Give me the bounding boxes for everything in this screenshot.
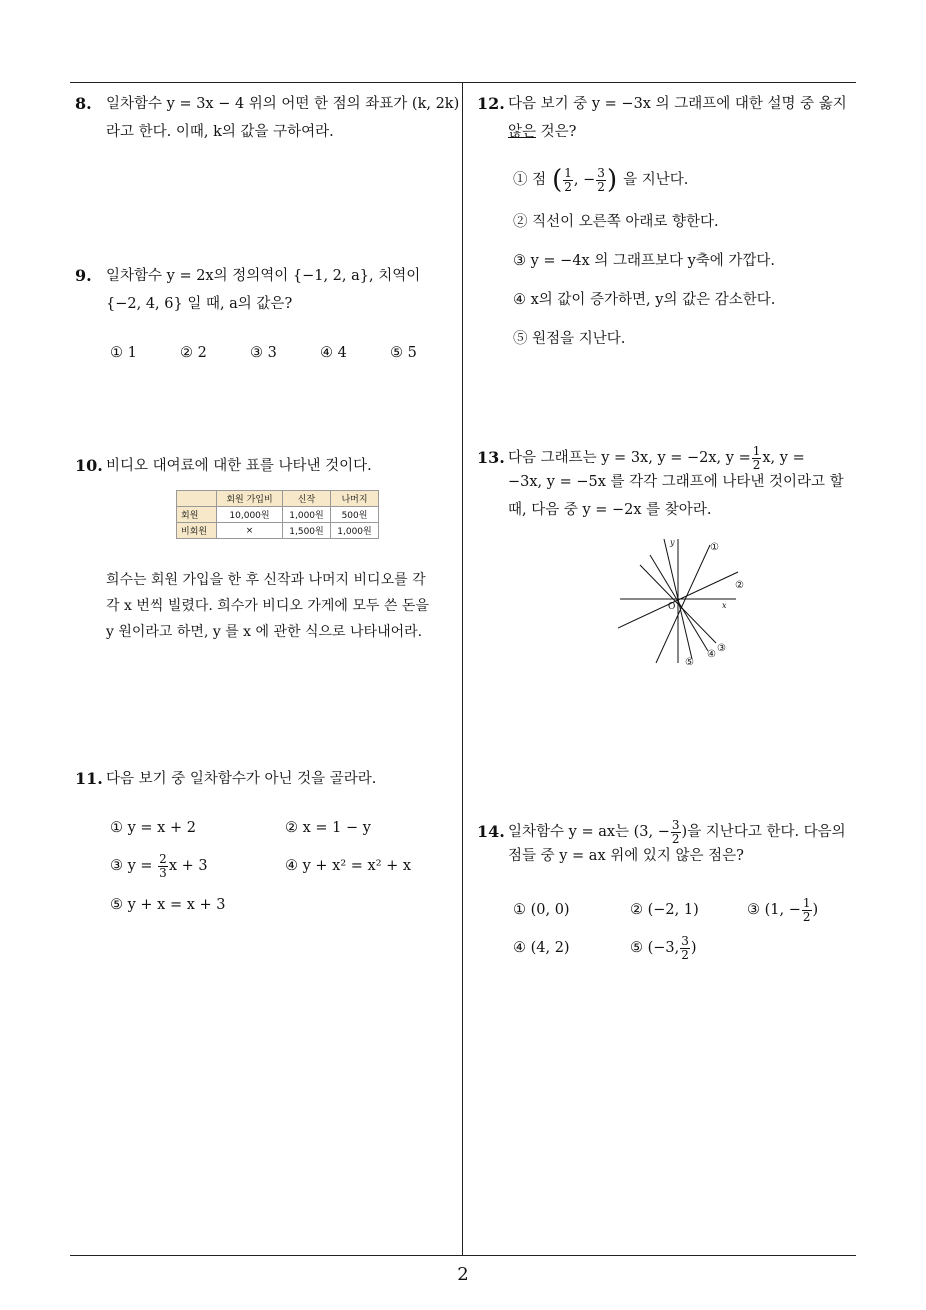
table-row xyxy=(177,507,379,523)
question-number: 13. xyxy=(477,448,505,467)
choice-row xyxy=(110,895,225,915)
fraction xyxy=(596,167,606,194)
choice-1[interactable] xyxy=(513,160,688,200)
question-9 xyxy=(75,262,460,318)
numerator: 1 xyxy=(564,165,572,180)
question-number: 12. xyxy=(477,94,505,113)
origin-label: O xyxy=(668,602,676,612)
choice-5[interactable] xyxy=(630,930,697,966)
numerator: 1 xyxy=(802,895,811,910)
table-header-cell xyxy=(177,491,217,507)
table-cell: 회원 xyxy=(177,507,217,523)
question-11 xyxy=(75,765,460,793)
choice-row xyxy=(513,892,818,928)
question-text-line: −3x, y = −5x 를 각각 그래프에 나타낸 것이라고 할 xyxy=(508,474,844,490)
choice-row xyxy=(110,848,411,884)
graph-line-1 xyxy=(656,545,710,663)
y-axis-label: y xyxy=(670,538,675,547)
graph-label-3: ③ xyxy=(717,643,726,654)
question-text: x, y = xyxy=(762,450,805,466)
choice-text: ③ y = xyxy=(110,858,153,874)
question-text: )을 지난다고 한다. 다음의 xyxy=(681,824,846,840)
choice-4[interactable]: ④ (4, 2) xyxy=(513,940,570,956)
question-10-paragraph xyxy=(106,567,461,645)
question-number: 10. xyxy=(75,456,103,475)
graph-label-4: ④ xyxy=(707,649,716,660)
table-cell: 1,500원 xyxy=(283,523,331,539)
question-number: 9. xyxy=(75,266,92,285)
table-row xyxy=(177,523,379,539)
denominator: 2 xyxy=(564,179,572,194)
page-number: 2 xyxy=(457,1264,469,1285)
x-axis-label: x xyxy=(722,601,727,610)
question-text-line: 때, 다음 중 y = −2x 를 찾아라. xyxy=(508,502,712,518)
denominator: 3 xyxy=(159,865,167,880)
paragraph-line: 희수는 회원 가입을 한 후 신작과 나머지 비디오를 각 xyxy=(106,572,426,588)
question-text-line: 다음 보기 중 일차함수가 아닌 것을 골라라. xyxy=(106,771,377,787)
question-text-line: 다음 보기 중 y = −3x 의 그래프에 대한 설명 중 옳지 xyxy=(508,96,847,112)
choice-text: ③ (1, − xyxy=(747,902,801,918)
fraction xyxy=(680,935,690,962)
question-number: 14. xyxy=(477,822,505,841)
numerator: 1 xyxy=(752,443,761,458)
choice-1[interactable]: ① y = x + 2 xyxy=(110,820,196,836)
table-cell: 1,000원 xyxy=(283,507,331,523)
table-cell: × xyxy=(217,523,283,539)
table-header-cell: 회원 가입비 xyxy=(217,491,283,507)
table-cell: 500원 xyxy=(331,507,379,523)
choice-5[interactable]: ⑤ 5 xyxy=(390,345,417,361)
question-text-line: 비디오 대여료에 대한 표를 나타낸 것이다. xyxy=(106,458,372,474)
question-text: 일차함수 y = ax는 (3, − xyxy=(508,824,670,840)
table-cell: 1,000원 xyxy=(331,523,379,539)
choice-text: ⑤ (−3, xyxy=(630,940,680,956)
question-12 xyxy=(477,90,862,146)
question-number: 8. xyxy=(75,94,92,113)
denominator: 2 xyxy=(671,831,680,846)
choice-3[interactable] xyxy=(747,892,818,928)
fraction xyxy=(158,853,168,880)
choice-4[interactable]: ④ x의 값이 증가하면, y의 값은 감소한다. xyxy=(513,292,776,308)
choice-5[interactable]: ⑤ y + x = x + 3 xyxy=(110,897,226,913)
choice-1[interactable]: ① 1 xyxy=(110,345,137,361)
graph-label-1: ① xyxy=(710,542,719,553)
choice-text: ① 점 xyxy=(513,172,547,188)
numerator: 3 xyxy=(671,817,680,832)
choice-2[interactable]: ② 직선이 오른쪽 아래로 향한다. xyxy=(513,214,719,230)
choice-text: x + 3 xyxy=(168,858,208,874)
question-text-line: 라고 한다. 이때, k의 값을 구하여라. xyxy=(106,124,334,140)
choice-5[interactable]: ⑤ 원점을 지난다. xyxy=(513,331,626,347)
denominator: 2 xyxy=(752,457,761,472)
question-10 xyxy=(75,452,460,480)
choice-text: 을 지난다. xyxy=(623,172,689,188)
numerator: 3 xyxy=(597,165,605,180)
table-header-cell: 신작 xyxy=(283,491,331,507)
choice-4[interactable]: ④ y + x² = x² + x xyxy=(285,858,412,874)
choices-q9 xyxy=(110,343,440,363)
choice-2[interactable]: ② x = 1 − y xyxy=(285,820,371,836)
bottom-rule xyxy=(70,1255,856,1256)
choice-3[interactable]: ③ 3 xyxy=(250,345,277,361)
question-text: 것은? xyxy=(536,124,577,140)
rental-fee-table xyxy=(176,490,379,539)
choice-4[interactable]: ④ 4 xyxy=(320,345,347,361)
right-paren: ) xyxy=(606,165,618,195)
choice-text: , − xyxy=(573,172,596,188)
question-text-line xyxy=(508,118,862,146)
question-14 xyxy=(477,818,862,870)
choice-2[interactable]: ② 2 xyxy=(180,345,207,361)
choice-row xyxy=(110,818,371,838)
choice-3[interactable]: ③ y = −4x 의 그래프보다 y축에 가깝다. xyxy=(513,253,776,269)
numerator: 3 xyxy=(681,933,689,948)
choice-text: ) xyxy=(690,940,697,956)
underlined-word: 않은 xyxy=(508,124,537,140)
denominator: 2 xyxy=(681,947,689,962)
table-cell: 비회원 xyxy=(177,523,217,539)
paragraph-line: y 원이라고 하면, y 를 x 에 관한 식으로 나타내어라. xyxy=(106,624,423,640)
graph-label-2: ② xyxy=(735,580,744,591)
denominator: 2 xyxy=(597,179,605,194)
question-text-line: {−2, 4, 6} 일 때, a의 값은? xyxy=(106,296,293,312)
question-8 xyxy=(75,90,460,146)
question-13 xyxy=(477,444,862,524)
choice-1[interactable]: ① (0, 0) xyxy=(513,902,570,918)
denominator: 2 xyxy=(802,909,811,924)
choice-3[interactable] xyxy=(110,848,285,884)
question-text-line: 점들 중 y = ax 위에 있지 않은 점은? xyxy=(508,848,744,864)
table-header-cell: 나머지 xyxy=(331,491,379,507)
numerator: 2 xyxy=(159,851,167,866)
choice-row xyxy=(513,930,697,966)
top-rule xyxy=(70,82,856,83)
question-text-line: 일차함수 y = 2x의 정의역이 {−1, 2, a}, 치역이 xyxy=(106,268,421,284)
graph-label-5: ⑤ xyxy=(685,657,694,668)
column-divider xyxy=(462,82,463,1256)
fraction xyxy=(563,167,573,194)
choice-text: ) xyxy=(812,902,819,918)
linear-graphs-figure xyxy=(618,535,753,670)
question-text: 다음 그래프는 y = 3x, y = −2x, y = xyxy=(508,450,751,466)
choice-2[interactable]: ② (−2, 1) xyxy=(630,902,699,918)
fraction xyxy=(802,897,812,924)
table-cell: 10,000원 xyxy=(217,507,283,523)
question-text-line: 일차함수 y = 3x − 4 위의 어떤 한 점의 좌표가 (k, 2k) xyxy=(106,96,460,112)
left-paren: ( xyxy=(552,165,563,195)
question-number: 11. xyxy=(75,769,103,788)
paragraph-line: 각 x 번씩 빌렸다. 희수가 비디오 가게에 모두 쓴 돈을 xyxy=(106,598,429,614)
